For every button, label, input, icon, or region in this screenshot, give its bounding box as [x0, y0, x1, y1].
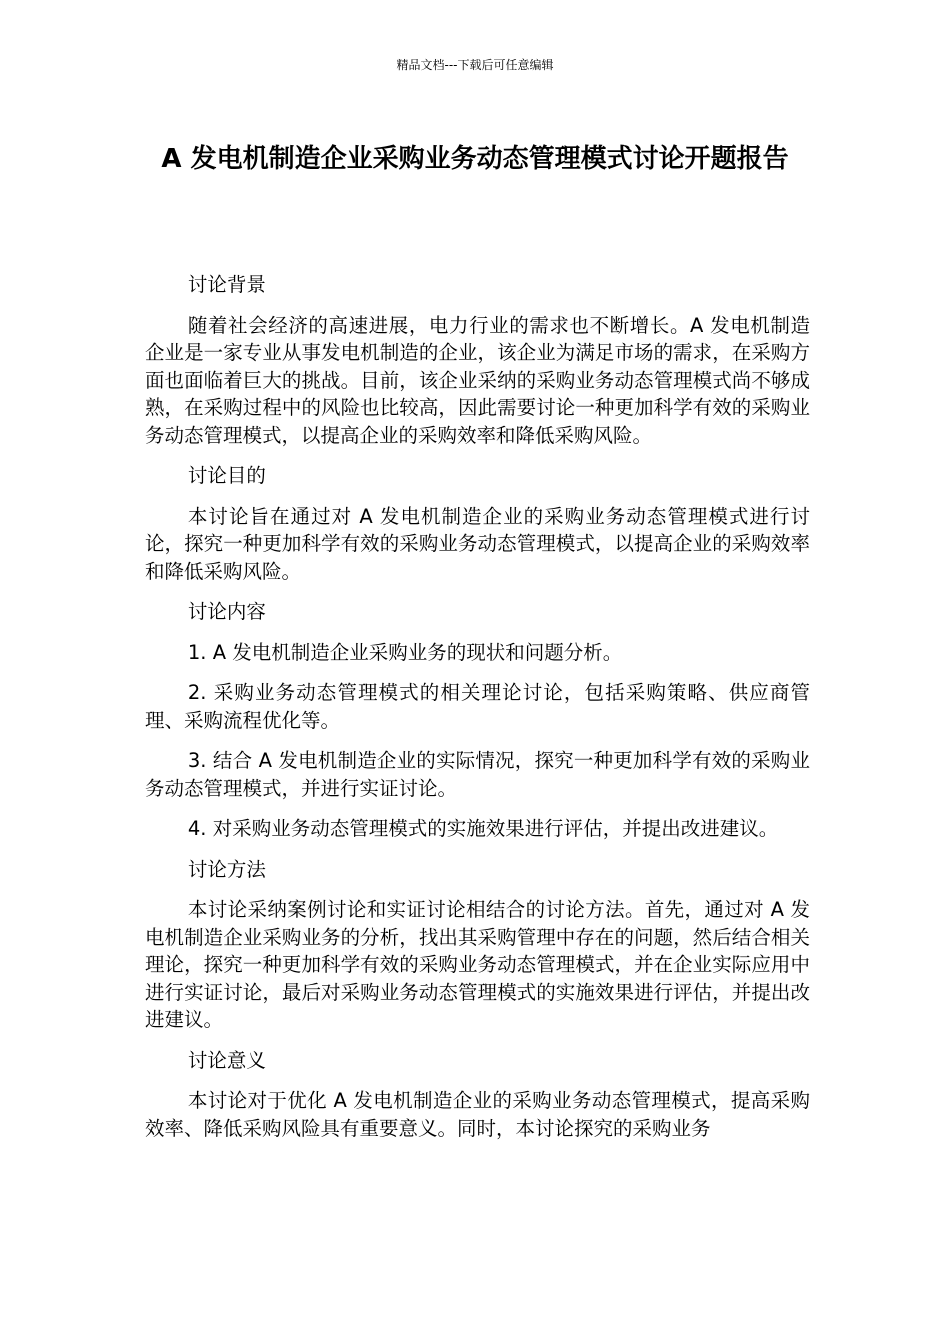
document-body: [145, 271, 810, 1155]
content-item-4: 4. 对采购业务动态管理模式的实施效果进行评估，并提出改进建议。: [187, 817, 779, 840]
page-header: 精品文档---下载后可任意编辑: [396, 58, 554, 72]
content-item-3: 3. 结合 A 发电机制造企业的实际情况，探究一种更加科学有效的采购业务动态管理模式，并进行实证讨论。: [145, 749, 810, 800]
document-title: A 发电机制造企业采购业务动态管理模式讨论开题报告: [161, 144, 789, 174]
content-item-2: 2. 采购业务动态管理模式的相关理论讨论，包括采购策略、供应商管理、采购流程优化等。: [145, 681, 810, 732]
paragraph-purpose: 本讨论旨在通过对 A 发电机制造企业的采购业务动态管理模式进行讨论，探究一种更加科学有效的采购业务动态管理模式，以提高企业的采购效率和降低采购风险。: [145, 504, 810, 583]
paragraph-background: 随着社会经济的高速进展，电力行业的需求也不断增长。A 发电机制造企业是一家专业从事发电机制造的企业，该企业为满足市场的需求，在采购方面也面临着巨大的挑战。目前，该企业采纳的采购业务动态管理模式尚不够成熟，在采购过程中的风险也比较高，因此需要讨论一种更加科学有效的采购业务动态管理模式，以提高企业的采购效率和降低采购风险。: [145, 313, 810, 447]
paragraph-significance: 本讨论对于优化 A 发电机制造企业的采购业务动态管理模式，提高采购效率、降低采购风险具有重要意义。同时，本讨论探究的采购业务: [145, 1089, 810, 1140]
section-heading-purpose: 讨论目的: [187, 464, 266, 487]
section-heading-background: 讨论背景: [187, 273, 266, 296]
content-item-1: 1. A 发电机制造企业采购业务的现状和问题分析。: [187, 640, 623, 664]
paragraph-method: 本讨论采纳案例讨论和实证讨论相结合的讨论方法。首先，通过对 A 发电机制造企业采购业务的分析，找出其采购管理中存在的问题，然后结合相关理论，探究一种更加科学有效的采购业务动态管理模式，并在企业实际应用中进行实证讨论，最后对采购业务动态管理模式的实施效果进行评估，并提出改进建议。: [145, 898, 810, 1031]
section-heading-method: 讨论方法: [187, 857, 266, 881]
section-heading-significance: 讨论意义: [187, 1048, 266, 1072]
section-heading-content: 讨论内容: [187, 600, 266, 623]
